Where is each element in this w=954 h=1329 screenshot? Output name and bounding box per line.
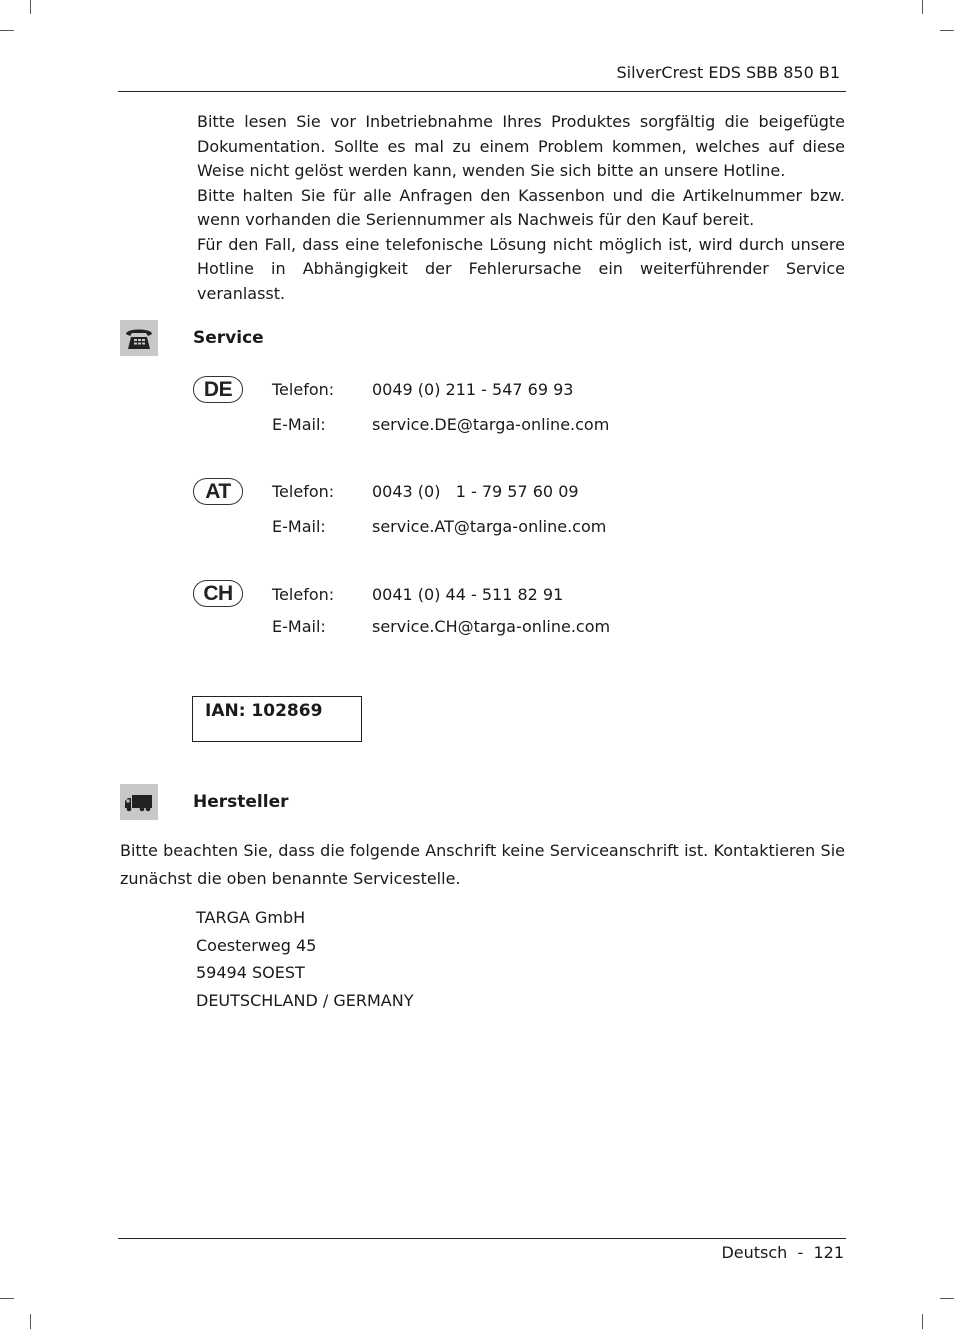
crop-mark bbox=[940, 30, 954, 31]
manufacturer-address bbox=[196, 904, 413, 1015]
section-title-manufacturer: Hersteller bbox=[193, 792, 289, 812]
footer-separator: - bbox=[797, 1243, 804, 1262]
email-label: E-Mail: bbox=[272, 415, 326, 434]
section-title-service: Service bbox=[193, 328, 264, 348]
address-line: DEUTSCHLAND / GERMANY bbox=[196, 991, 414, 1011]
phone-label: Telefon: bbox=[272, 585, 335, 604]
crop-mark bbox=[30, 1314, 31, 1329]
country-badge-de: DE bbox=[193, 376, 243, 403]
crop-mark bbox=[922, 1314, 923, 1329]
phone-label: Telefon: bbox=[272, 380, 335, 399]
email-label: E-Mail: bbox=[272, 517, 326, 536]
intro-paragraph: Für den Fall, dass eine telefonische Lösung nicht möglich ist, wird durch unsere Hotline in Abhängigkeit der Fehlerursache ein weiterführender Service veranlasst. bbox=[197, 234, 845, 303]
address-line: TARGA GmbH bbox=[196, 908, 306, 927]
intro-paragraph: Bitte halten Sie für alle Anfragen den Kassenbon und die Artikelnummer bzw. wenn vorhanden die Seriennummer als Nachweis für den Kauf bereit. bbox=[197, 185, 845, 229]
page-number: 121 bbox=[813, 1243, 844, 1262]
manufacturer-note: Bitte beachten Sie, dass die folgende Anschrift keine Serviceanschrift ist. Kontaktieren Sie zunächst die oben benannte Servicestelle. bbox=[120, 841, 845, 888]
phone-label: Telefon: bbox=[272, 482, 335, 501]
crop-mark bbox=[30, 0, 31, 14]
email-de: service.DE@targa-online.com bbox=[372, 415, 610, 434]
intro-paragraph: Bitte lesen Sie vor Inbetriebnahme Ihres Produktes sorgfältig die beigefügte Dokumentation. Sollte es mal zu einem Problem kommen, welches auf diese Weise nicht gelöst werden kann, wenden Sie sich bitte an unsere Hotline. bbox=[197, 112, 845, 180]
truck-icon bbox=[120, 784, 158, 820]
email-ch: service.CH@targa-online.com bbox=[372, 617, 611, 636]
country-badge-at: AT bbox=[193, 478, 243, 505]
crop-mark bbox=[0, 30, 14, 31]
footer-rule bbox=[118, 1238, 846, 1239]
address-line: Coesterweg 45 bbox=[196, 935, 317, 955]
ian-box: IAN: 102869 bbox=[192, 696, 362, 742]
crop-mark bbox=[0, 1298, 14, 1299]
crop-mark bbox=[940, 1298, 954, 1299]
intro-text bbox=[197, 110, 845, 306]
crop-mark bbox=[922, 0, 923, 14]
page-footer bbox=[721, 1243, 844, 1262]
address-line: 59494 SOEST bbox=[196, 963, 305, 983]
phone-number-at: 0043 (0) 1 - 79 57 60 09 bbox=[372, 482, 579, 501]
phone-number-de: 0049 (0) 211 - 547 69 93 bbox=[372, 380, 574, 399]
email-label: E-Mail: bbox=[272, 617, 326, 636]
phone-number-ch: 0041 (0) 44 - 511 82 91 bbox=[372, 585, 564, 604]
telephone-icon bbox=[120, 320, 158, 356]
document-title: SilverCrest EDS SBB 850 B1 bbox=[616, 63, 840, 82]
country-badge-ch: CH bbox=[193, 580, 243, 607]
header-rule bbox=[118, 91, 846, 92]
footer-language: Deutsch bbox=[721, 1243, 788, 1262]
email-at: service.AT@targa-online.com bbox=[372, 517, 607, 536]
